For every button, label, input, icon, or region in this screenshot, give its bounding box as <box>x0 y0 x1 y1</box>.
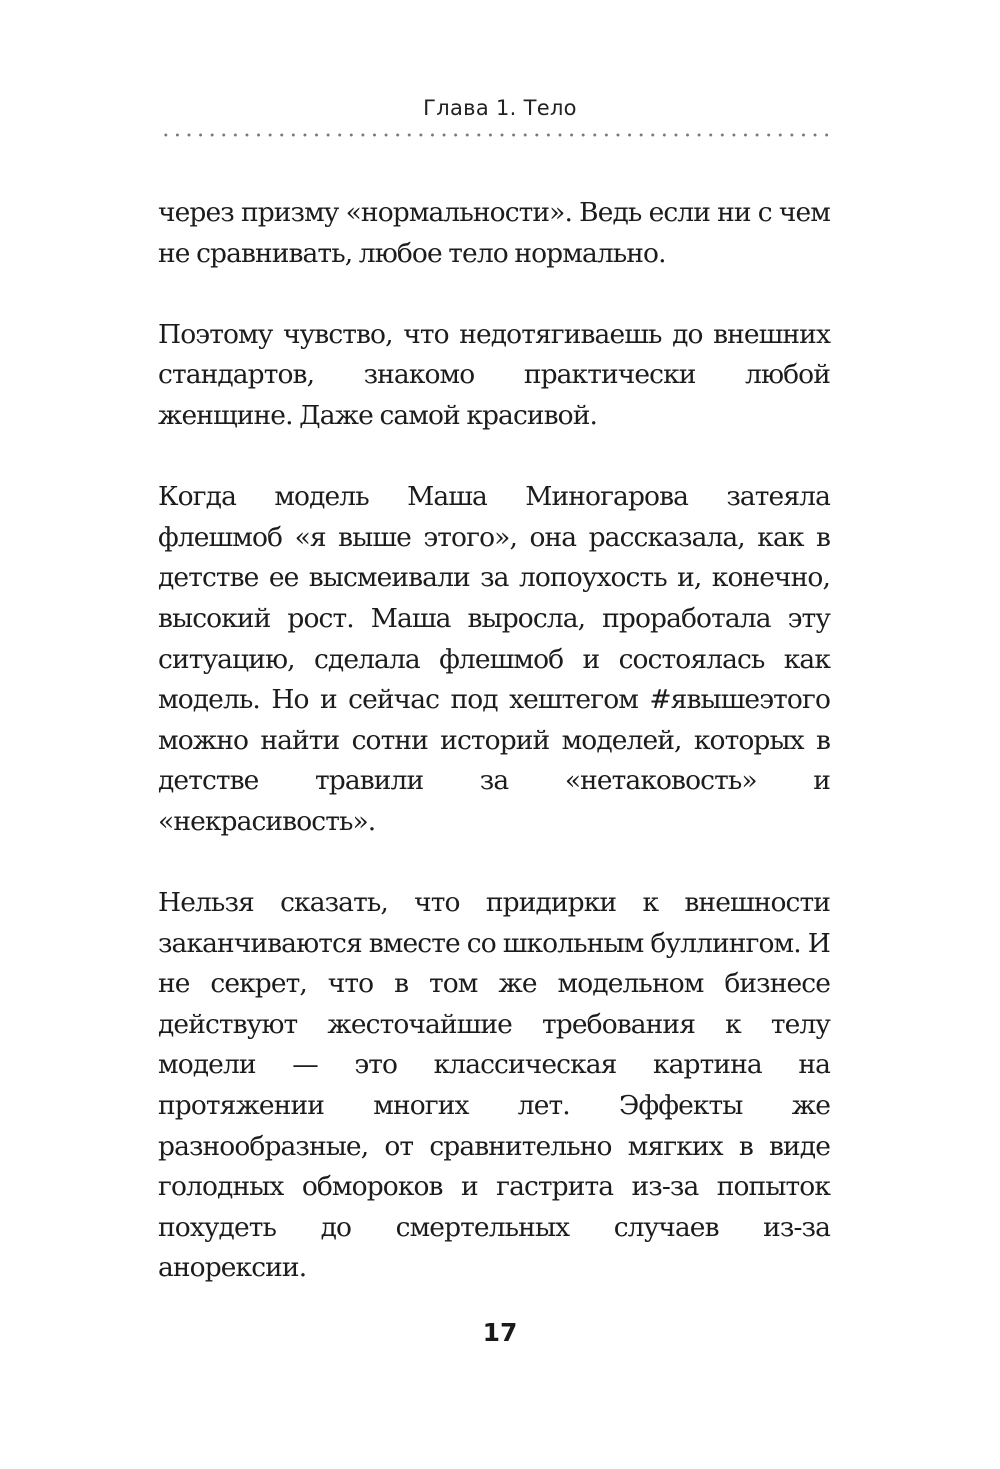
page-number: 17 <box>482 1318 518 1347</box>
page-body <box>158 193 830 1330</box>
paragraph-4: Нельзя сказать, что придирки к внешности заканчиваются вместе со школьным буллингом. И не секрет, что в том же модельном бизнесе действуют жесточайшие требования к телу модели — это классическая картина на протяжении многих лет. Эффекты же разнообразные, от сравнительно мягких в виде голодных обмороков и гастрита из-за попыток похудеть до смертельных случаев из-за анорексии. <box>158 887 830 1284</box>
paragraph-3: Когда модель Маша Миногарова затеяла флешмоб «я выше этого», она рассказала, как в детстве ее высмеивали за лопоухость и, конечно, высокий рост. Маша выросла, проработала эту ситуацию, сделала флешмоб и состоялась как модель. Но и сейчас под хештегом #явышеэтого можно найти сотни историй моделей, которых в детстве травили за «нетаковость» и «некрасивость». <box>158 481 830 837</box>
dotted-divider <box>160 133 830 137</box>
running-head: Глава 1. Тело <box>423 96 577 120</box>
paragraph-2: Поэтому чувство, что недотягиваешь до внешних стандартов, знакомо практически любой женщине. Даже самой красивой. <box>158 318 830 431</box>
paragraph-1: через призму «нормальности». Ведь если ни с чем не сравнивать, любое тело нормально. <box>158 197 830 269</box>
